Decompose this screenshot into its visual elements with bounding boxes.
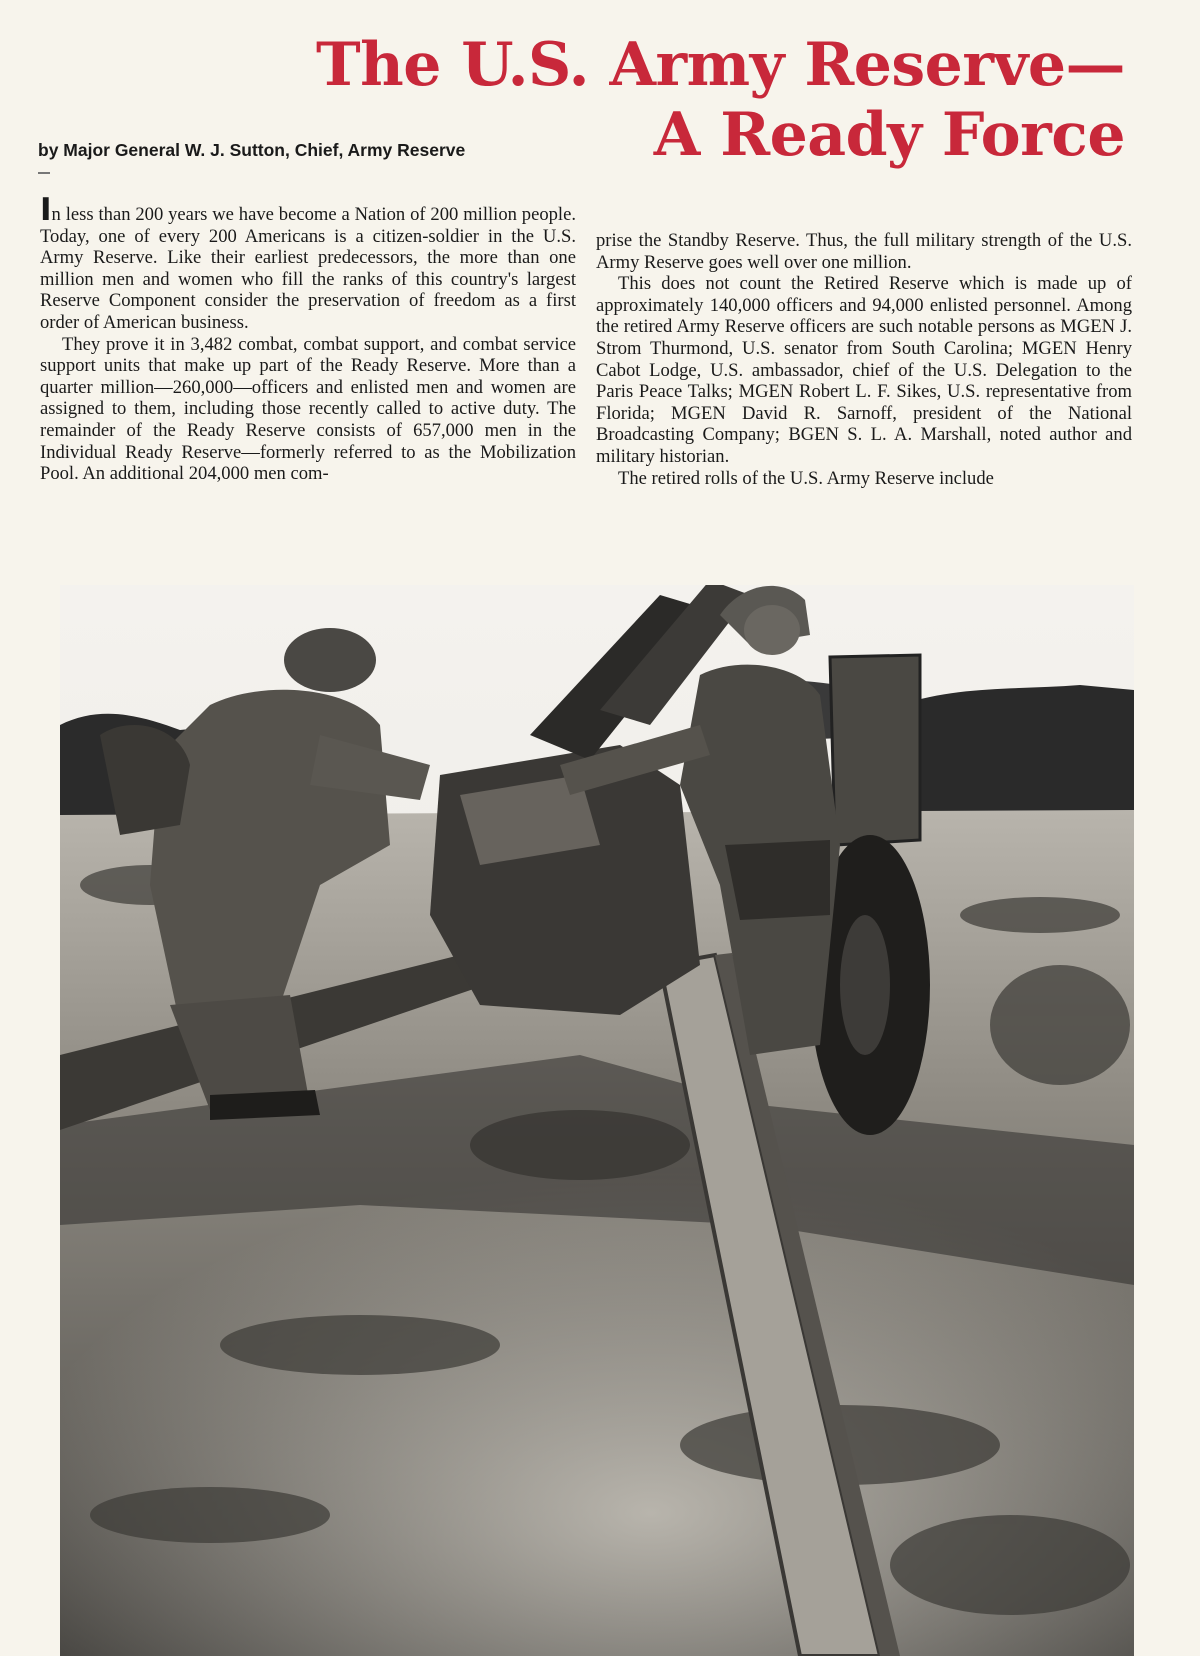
paragraph: This does not count the Retired Reserve which is made up of approximately 140,000 officers and 94,000 enlisted personnel. Among the retired Army Reserve officers are such notable persons as MGEN J. Strom Thurmond, U.S. senator from South Carolina; MGEN Henry Cabot Lodge, U.S. ambassador, chief of the U.S. Delegation to the Paris Peace Talks; MGEN Robert L. F. Sikes, U.S. representative from Florida; MGEN David R. Sarnoff, president of the National Broadcasting Company; BGEN S. L. A. Marshall, noted author and military historian. xyxy=(596,273,1132,467)
paragraph: They prove it in 3,482 combat, combat support, and combat service support units that make up part of the Ready Reserve. More than a quarter million—260,000—officers and enlisted men and women are assigned to them, including those recently called to active duty. The remainder of the Ready Reserve consists of 657,000 men in the Individual Ready Reserve—formerly referred to as the Mobilization Pool. An additional 204,000 men com- xyxy=(40,333,576,485)
paragraph: The retired rolls of the U.S. Army Reserve include xyxy=(618,467,994,489)
photo-illustration xyxy=(60,585,1134,1656)
text-column-right xyxy=(596,230,1132,489)
byline-rule xyxy=(38,172,50,174)
artillery-crew-photo xyxy=(60,585,1134,1656)
title-line-2: A Ready Force xyxy=(653,100,1125,170)
paragraph: prise the Standby Reserve. Thus, the full military strength of the U.S. Army Reserve goes well over one million. xyxy=(596,230,1132,273)
drop-cap: I xyxy=(40,192,52,228)
paragraph xyxy=(40,192,576,334)
gun-shield xyxy=(830,655,920,845)
title-line-1: The U.S. Army Reserve— xyxy=(315,30,1125,100)
byline: by Major General W. J. Sutton, Chief, Army Reserve xyxy=(38,140,466,160)
paragraph-text: n less than 200 years we have become a Nation of 200 million people. Today, one of every 200 Americans is a citizen-soldier in the U.S. Army Reserve. Like their earliest predecessors, the more than one million men and women who fill the ranks of this country's largest Reserve Component consider the preservation of freedom as a first order of American business. xyxy=(40,204,576,333)
text-column-left xyxy=(40,192,576,485)
wheel-hub xyxy=(840,915,890,1055)
